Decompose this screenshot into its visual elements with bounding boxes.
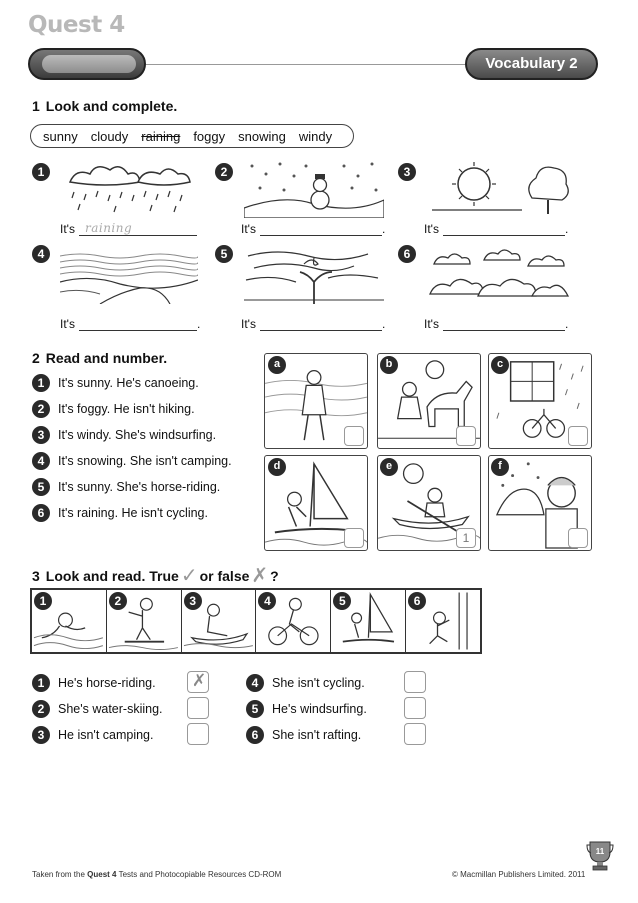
word-bank-word: foggy [193, 128, 226, 144]
true-false-box[interactable] [187, 697, 209, 719]
activity-picture-strip [30, 588, 482, 654]
answer-field[interactable] [443, 222, 565, 236]
word-bank-word: windy [298, 128, 333, 144]
sentence: 5 It's sunny. She's horse-riding. [32, 478, 220, 496]
exercise-3-title: 3 Look and read. True ✓ or false ✗ ? [32, 565, 279, 587]
snow-illustration [244, 158, 384, 218]
statement: 3 He isn't camping. [32, 726, 153, 744]
tick-icon: ✓ [180, 565, 198, 587]
picture-label: f [491, 458, 509, 476]
item-number: 1 [32, 163, 50, 181]
exercise-1-title: 1 Look and complete. [32, 98, 178, 114]
answer-field[interactable] [260, 317, 382, 331]
answer-line: It's . [424, 222, 569, 236]
picture-answer-box[interactable] [344, 528, 364, 548]
title-bar [28, 48, 146, 80]
statement-number: 4 [246, 674, 264, 692]
word-bank-word-used: raining [141, 128, 181, 144]
strip-picture-2: 2 [107, 590, 182, 652]
rain-illustration [60, 160, 198, 218]
sentence: 2 It's foggy. He isn't hiking. [32, 400, 195, 418]
strip-picture-4: 4 [256, 590, 331, 652]
word-bank-word: sunny [43, 128, 78, 144]
picture-label: e [380, 458, 398, 476]
sentence-number: 2 [32, 400, 50, 418]
exercise-2-title: 2 Read and number. [32, 350, 168, 366]
statement: 4 She isn't cycling. [246, 674, 365, 692]
picture-answer-box[interactable] [456, 426, 476, 446]
statement: 2 She's water-skiing. [32, 700, 163, 718]
strip-picture-3: 3 [182, 590, 257, 652]
answer-line: It's . [60, 317, 201, 331]
answer-field[interactable] [443, 317, 565, 331]
sentence: 6 It's raining. He isn't cycling. [32, 504, 208, 522]
footer-copyright: © Macmillan Publishers Limited. 2011 [452, 870, 586, 879]
answer-field[interactable] [79, 317, 197, 331]
strip-picture-1: 1 [32, 590, 107, 652]
statement: 1 He's horse-riding. [32, 674, 156, 692]
sun-illustration [428, 160, 570, 218]
picture-label: d [268, 458, 286, 476]
answer-line: It's . [241, 317, 386, 331]
answer-field[interactable]: raining [79, 222, 197, 236]
true-false-box[interactable] [404, 697, 426, 719]
true-false-box[interactable] [404, 723, 426, 745]
picture-answer-box[interactable]: 1 [456, 528, 476, 548]
answer-line: It's raining [60, 222, 197, 236]
page-number: 11 [595, 847, 605, 856]
sentence-number: 1 [32, 374, 50, 392]
cloud-illustration [428, 246, 570, 304]
sentence: 1 It's sunny. He's canoeing. [32, 374, 199, 392]
statement: 5 He's windsurfing. [246, 700, 367, 718]
true-false-box[interactable] [187, 671, 209, 693]
statement-number: 6 [246, 726, 264, 744]
section-badge: Vocabulary 2 [465, 48, 598, 80]
word-bank [30, 124, 354, 148]
picture-label: a [268, 356, 286, 374]
picture-answer-box[interactable] [568, 528, 588, 548]
brand-logo: Quest 4 [28, 12, 125, 38]
true-false-box[interactable] [404, 671, 426, 693]
answer-line: It's . [241, 222, 386, 236]
sentence-number: 4 [32, 452, 50, 470]
statement-number: 2 [32, 700, 50, 718]
sentence-number: 5 [32, 478, 50, 496]
sentence-number: 6 [32, 504, 50, 522]
answer-field[interactable] [260, 222, 382, 236]
picture-answer-box[interactable] [344, 426, 364, 446]
cross-mark: ✗ [192, 671, 207, 690]
item-number: 5 [215, 245, 233, 263]
header-divider [146, 64, 466, 65]
item-number: 4 [32, 245, 50, 263]
footer-source: Taken from the Quest 4 Tests and Photocopiable Resources CD-ROM [32, 870, 282, 879]
item-number: 3 [398, 163, 416, 181]
sentence-number: 3 [32, 426, 50, 444]
statement-number: 5 [246, 700, 264, 718]
picture-answer-box[interactable] [568, 426, 588, 446]
fog-illustration [60, 248, 198, 304]
wind-illustration [244, 246, 384, 304]
sentence: 3 It's windy. She's windsurfing. [32, 426, 216, 444]
sentence: 4 It's snowing. She isn't camping. [32, 452, 232, 470]
statement-number: 1 [32, 674, 50, 692]
strip-picture-6: 6 [406, 590, 480, 652]
word-bank-word: cloudy [90, 128, 129, 144]
statement-number: 3 [32, 726, 50, 744]
item-number: 6 [398, 245, 416, 263]
cross-icon: ✗ [251, 565, 269, 587]
true-false-box[interactable] [187, 723, 209, 745]
picture-label: c [491, 356, 509, 374]
statement: 6 She isn't rafting. [246, 726, 361, 744]
item-number: 2 [215, 163, 233, 181]
answer-line: It's . [424, 317, 569, 331]
page-number-trophy-icon [586, 840, 614, 872]
word-bank-word: snowing [238, 128, 286, 144]
picture-label: b [380, 356, 398, 374]
strip-picture-5: 5 [331, 590, 406, 652]
